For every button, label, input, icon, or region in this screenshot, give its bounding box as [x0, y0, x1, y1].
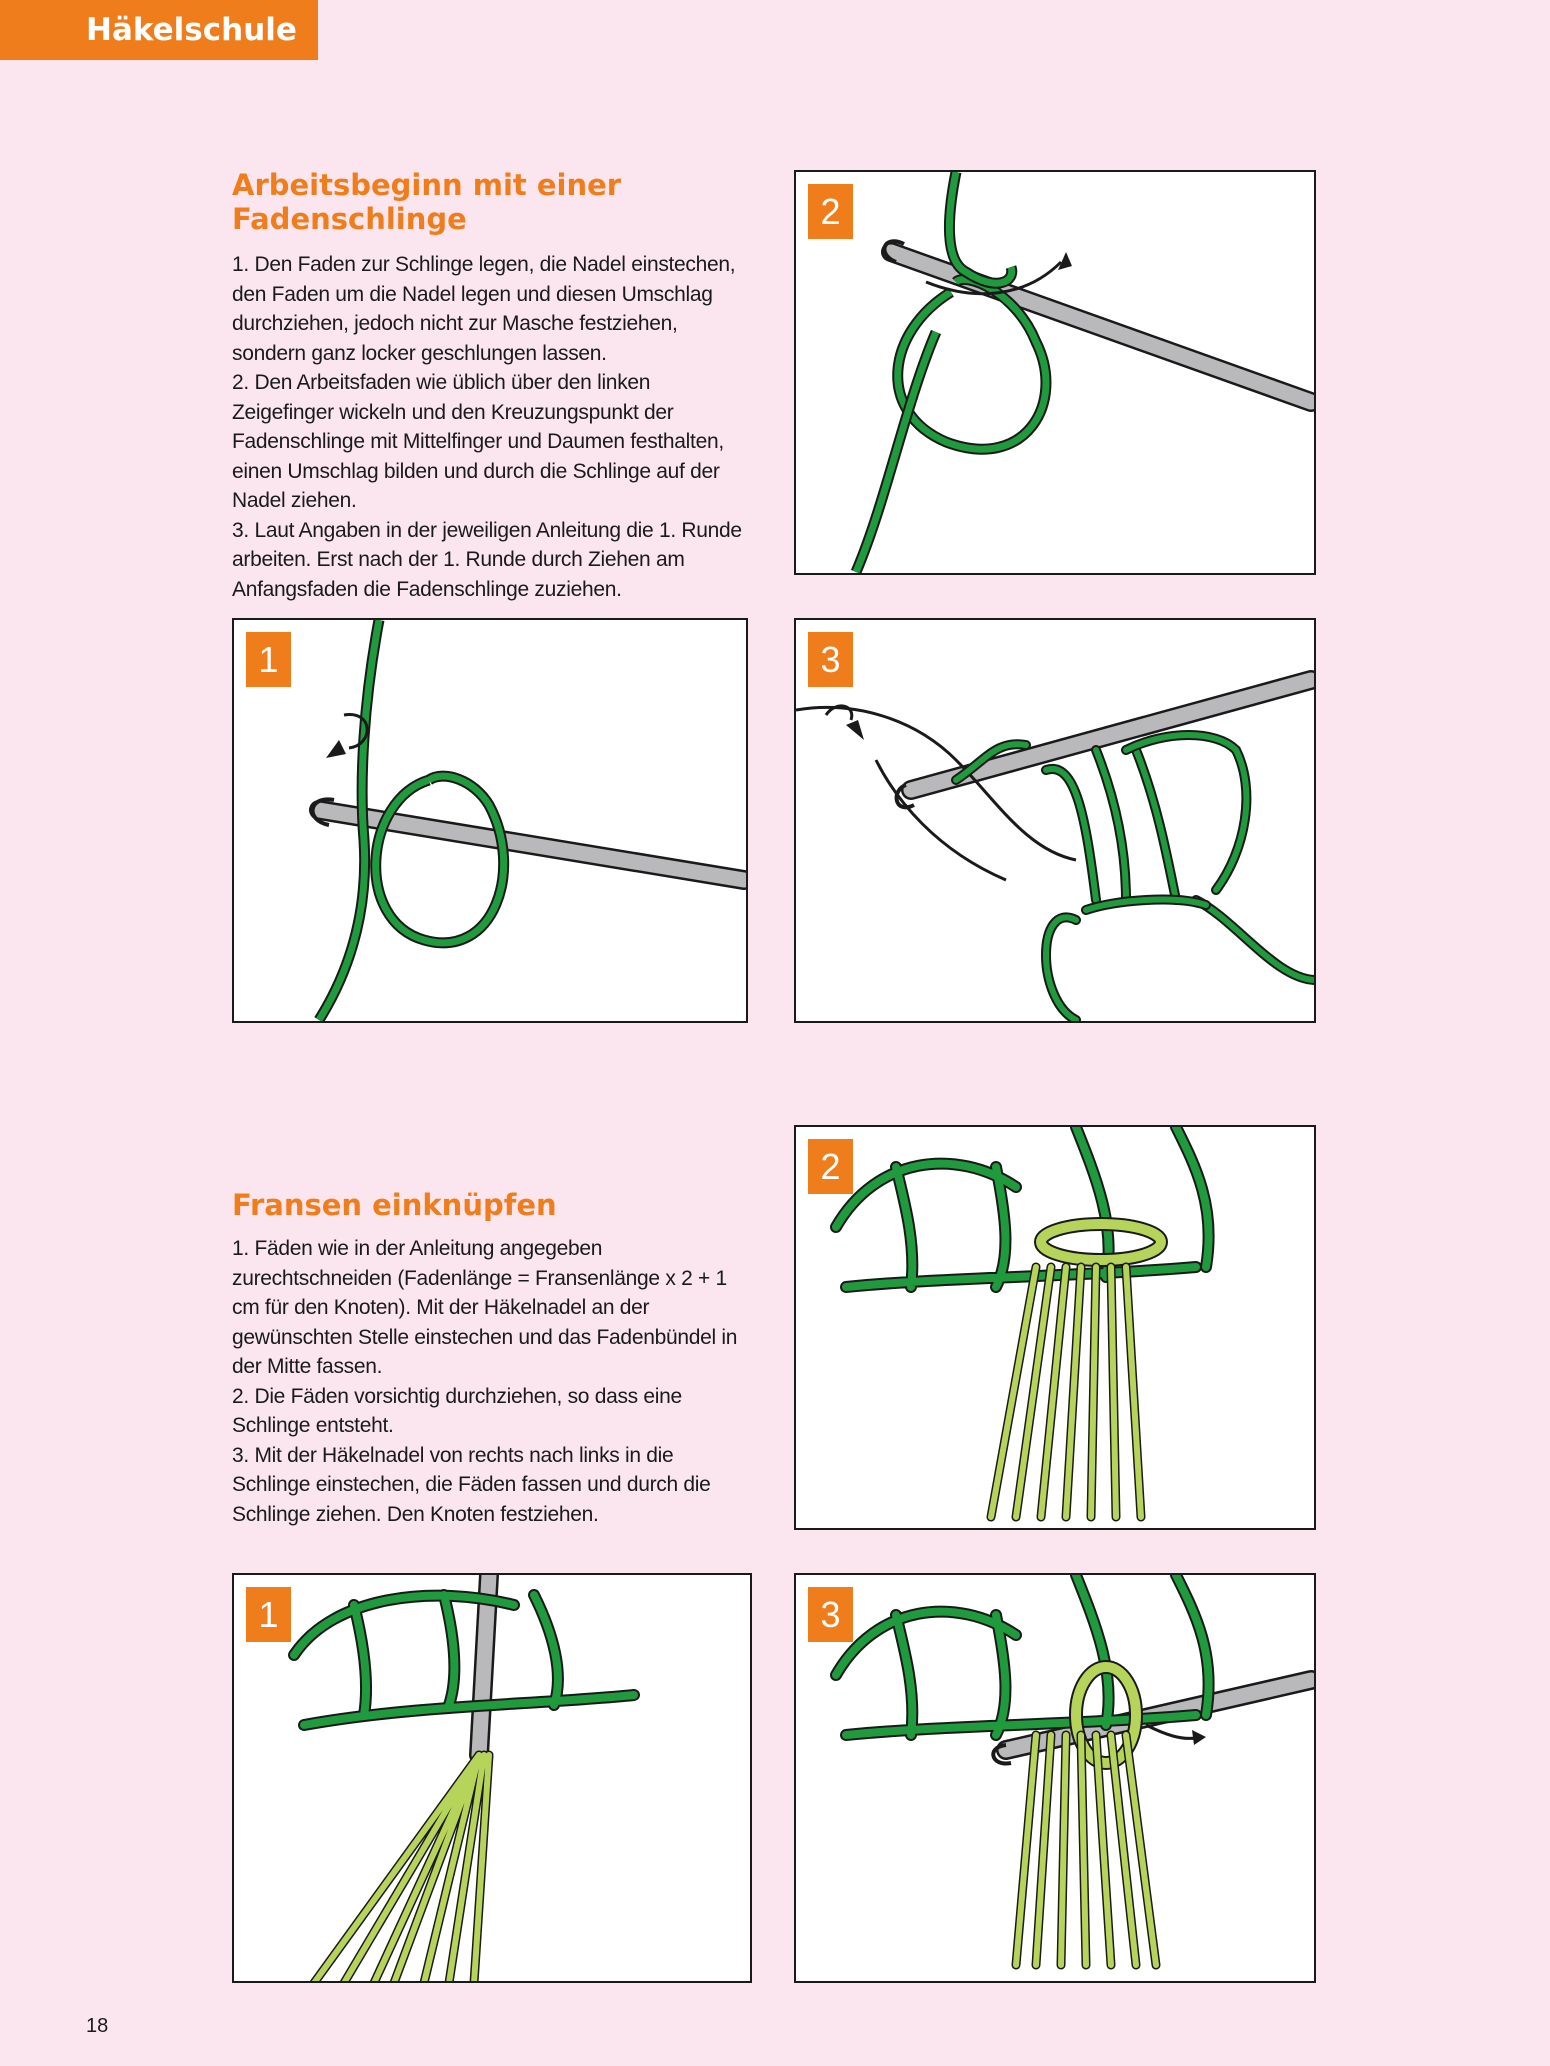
illustration-fransen-step-1	[232, 1573, 752, 1983]
illustration-fadenschlinge-step-1	[232, 618, 748, 1023]
fringe-loop-illustration	[796, 1127, 1316, 1530]
instruction-step-1: 1. Den Faden zur Schlinge legen, die Nadel einstechen, den Faden um die Nadel legen und diesen Umschlag durchziehen, jedoch nicht zur Masche festziehen, sondern ganz locker geschlungen lassen.	[232, 253, 736, 365]
yarn-loop-illustration	[234, 620, 748, 1023]
step-number-badge: 3	[808, 1587, 853, 1642]
instruction-step-2: 2. Die Fäden vorsichtig durchziehen, so dass eine Schlinge entsteht.	[232, 1384, 682, 1437]
section-header-tab: Häkelschule	[0, 0, 318, 60]
crochet-round-illustration	[796, 620, 1316, 1023]
illustration-fransen-step-3	[794, 1573, 1316, 1983]
section-title-fransen: Fransen einknüpfen	[232, 1188, 557, 1222]
instructions-fadenschlinge	[232, 250, 752, 604]
page-number: 18	[86, 2015, 109, 2037]
step-number-badge: 2	[808, 1139, 853, 1194]
section-title-fadenschlinge: Arbeitsbeginn mit einer Fadenschlinge	[232, 168, 622, 236]
step-number-badge: 3	[808, 632, 853, 687]
instruction-step-3: 3. Laut Angaben in der jeweiligen Anleitung die 1. Runde arbeiten. Erst nach der 1. Runde durch Ziehen am Anfangsfaden die Fadenschlinge zuziehen.	[232, 518, 742, 601]
illustration-fransen-step-2	[794, 1125, 1316, 1530]
instruction-step-3: 3. Mit der Häkelnadel von rechts nach links in die Schlinge einstechen, die Fäden fassen und durch die Schlinge ziehen. Den Knoten festziehen.	[232, 1443, 711, 1526]
instruction-step-2: 2. Den Arbeitsfaden wie üblich über den linken Zeigefinger wickeln und den Kreuzungspunkt der Fadenschlinge mit Mittelfinger und Daumen festhalten, einen Umschlag bilden und durch die Schlinge auf der Nadel ziehen.	[232, 371, 724, 512]
step-number-badge: 1	[246, 1587, 291, 1642]
instructions-fransen	[232, 1234, 752, 1529]
illustration-fadenschlinge-step-3	[794, 618, 1316, 1023]
fringe-knot-illustration	[796, 1575, 1316, 1983]
fringe-bundle-illustration	[234, 1575, 752, 1983]
step-number-badge: 1	[246, 632, 291, 687]
illustration-fadenschlinge-step-2	[794, 170, 1316, 575]
yarn-loop-illustration	[796, 172, 1316, 575]
instruction-step-1: 1. Fäden wie in der Anleitung angegeben zurechtschneiden (Fadenlänge = Fransenlänge x 2 + 1 cm für den Knoten). Mit der Häkelnadel an der gewünschten Stelle einstechen und das Fadenbündel in der Mitte fassen.	[232, 1237, 738, 1378]
step-number-badge: 2	[808, 184, 853, 239]
